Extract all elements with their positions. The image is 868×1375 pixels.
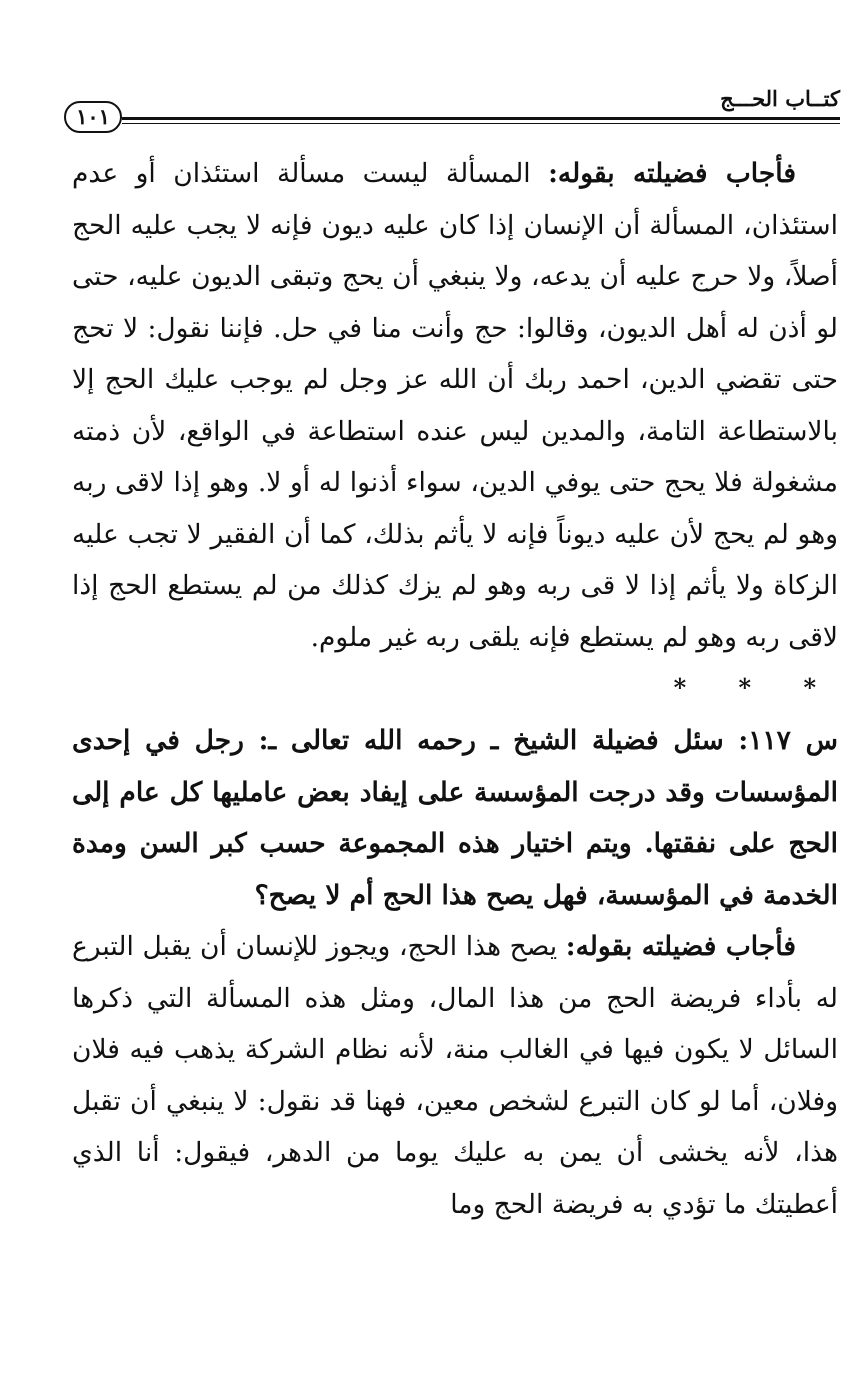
page-body — [72, 148, 838, 1230]
header-rule-thick — [122, 117, 840, 120]
section-divider: * * * — [673, 673, 838, 702]
page-header — [64, 84, 840, 134]
answer-lead: فأجاب فضيلته بقوله: — [548, 158, 796, 189]
answer-text: يصح هذا الحج، ويجوز للإنسان أن يقبل التبرع له بأداء فريضة الحج من هذا المال، ومثل هذه المسألة التي ذكرها السائل لا يكون فيها في الغالب منة، لأنه نظام الشركة يذهب فيه فلان وفلان، أما لو كان التبرع لشخص معين، فهنا قد نقول: لا ينبغي أن تقبل هذا، لأنه يخشى أن يمن به عليك يوما من الدهر، فيقول: أنا الذي أعطيتك ما تؤدي به فريضة الحج وما — [72, 931, 838, 1220]
page-number: ١٠١ — [64, 101, 122, 133]
question-paragraph — [72, 715, 838, 921]
header-rule-thin — [122, 123, 840, 124]
question-number: س ١١٧: — [738, 725, 838, 756]
answer-paragraph-1 — [72, 148, 838, 663]
answer-paragraph-2 — [72, 921, 838, 1230]
answer-lead: فأجاب فضيلته بقوله: — [565, 931, 796, 962]
answer-text: المسألة ليست مسألة استئذان أو عدم استئذان، المسألة أن الإنسان إذا كان عليه ديون فإنه لا يجب عليه الحج أصلاً، ولا حرج عليه أن يدعه، ولا ينبغي أن يحج وتبقى الديون عليه، حتى لو أذن له أهل الديون، وقالوا: حج وأنت منا في حل. فإننا نقول: لا تحج حتى تقضي الدين، احمد ربك أن الله عز وجل لم يوجب عليك الحج إلا بالاستطاعة التامة، والمدين ليس عنده استطاعة في الواقع، لأن ذمته مشغولة فلا يحج حتى يوفي الدين، سواء أذنوا له أو لا. وهو إذا لاقى ربه وهو لم يحج لأن عليه ديوناً فإنه لا يأثم بذلك، كما أن الفقير لا تجب عليه الزكاة ولا يأثم إذا لا قى ربه وهو لم يزك كذلك من لم يستطع الحج إذا لاقى ربه وهو لم يستطع فإنه يلقى ربه غير ملوم. — [72, 158, 838, 653]
question-text: سئل فضيلة الشيخ ـ رحمه الله تعالى ـ: رجل في إحدى المؤسسات وقد درجت المؤسسة على إيفاد بعض عامليها كل عام إلى الحج على نفقتها. ويتم اختيار هذه المجموعة حسب كبر السن ومدة الخدمة في المؤسسة، فهل يصح هذا الحج أم لا يصح؟ — [72, 725, 838, 911]
book-title: كتــاب الحـــج — [720, 86, 840, 111]
